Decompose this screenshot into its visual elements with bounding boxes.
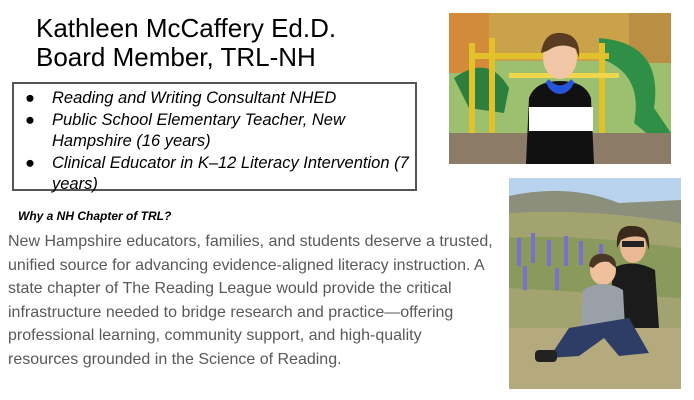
- section-body: New Hampshire educators, families, and students deserve a trusted, unified source for advancing evidence-aligned literacy instruction. A state chapter of The Reading League would provide the critical infrastructure needed to bridge research and practice—offering professional learning, community support, and high-quality resources grounded in the Science of Reading.: [8, 233, 493, 368]
- family-photo-graphic: [509, 178, 681, 389]
- portrait-photo: [449, 13, 671, 164]
- credentials-list: [14, 84, 415, 196]
- credential-item: [25, 88, 415, 110]
- presenter-role: Board Member, TRL-NH: [36, 42, 316, 72]
- credential-text: Reading and Writing Consultant NHED: [52, 89, 337, 107]
- portrait-photo-graphic: [449, 13, 671, 164]
- credential-item: [25, 153, 415, 196]
- title-block: [36, 14, 336, 72]
- credential-item: [25, 110, 415, 153]
- credentials-box: [12, 82, 417, 191]
- presenter-name: Kathleen McCaffery Ed.D.: [36, 13, 337, 43]
- family-photo: [509, 178, 681, 389]
- bullet-icon: ●: [25, 89, 35, 107]
- credential-text: Public School Elementary Teacher, New Hampshire (16 years): [52, 110, 345, 150]
- section-heading: Why a NH Chapter of TRL?: [18, 209, 172, 223]
- bullet-icon: ●: [25, 153, 35, 172]
- credential-text: Clinical Educator in K–12 Literacy Intervention (7 years): [52, 153, 409, 193]
- bullet-icon: ●: [25, 110, 35, 129]
